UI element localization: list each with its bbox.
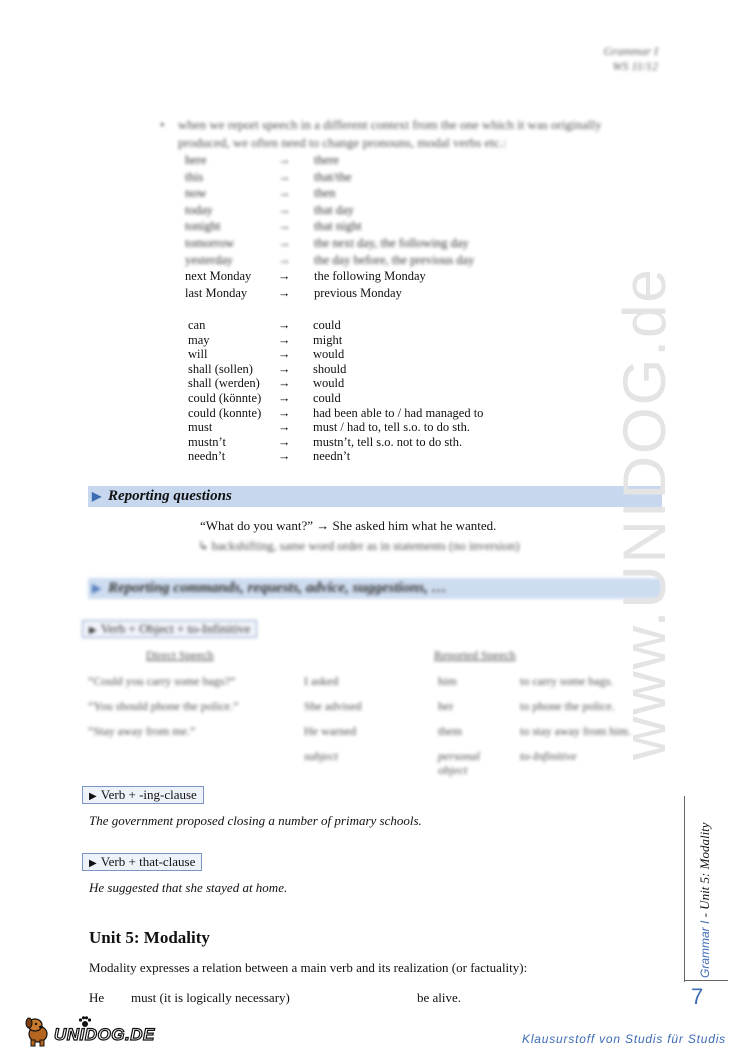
triangle-icon: ▶	[92, 489, 102, 503]
modal-from: mustn’t	[188, 434, 226, 449]
pair-from: today	[185, 202, 213, 217]
arrow-icon: →	[278, 449, 291, 464]
semester: WS 11/12	[612, 59, 658, 73]
modal-to: could	[313, 318, 341, 332]
side-unit-label	[697, 822, 713, 978]
pair-from: tomorrow	[185, 235, 235, 250]
triangle-icon: ▶	[89, 791, 97, 802]
unit-title: Unit 5: Modality	[89, 928, 210, 947]
arrow-icon: →	[278, 202, 291, 217]
cell-verb: She advised	[304, 699, 362, 713]
section-reporting-commands	[88, 578, 662, 599]
modal-from: shall (sollen)	[188, 361, 253, 376]
foot-personal-object: personal object	[438, 749, 480, 777]
pair-to: the following Monday	[314, 269, 426, 283]
arrow-icon: →	[278, 361, 291, 376]
arrow-icon: →	[278, 252, 291, 267]
table-row	[88, 724, 668, 749]
modal-to: must / had to, tell s.o. to do sth.	[313, 420, 470, 435]
section-reporting-questions	[88, 486, 662, 507]
pair-from: now	[185, 186, 207, 201]
box-verb-ing-clause	[82, 786, 204, 804]
arrow-icon: →	[278, 285, 291, 300]
triangle-icon: ▶	[89, 858, 97, 869]
intro-text: when we report speech in a different context from the one which it was originally produced, we often need to change pronouns, modal verbs etc.:	[178, 117, 602, 150]
pair-to: previous Monday	[314, 285, 402, 300]
cell-direct: “Could you carry some bags?”	[88, 674, 236, 688]
triangle-icon: ▶	[89, 625, 97, 636]
modal-to: should	[313, 361, 347, 376]
modal-from: shall (werden)	[188, 376, 260, 391]
cell-infinitive: to stay away from him.	[520, 724, 631, 738]
side-unit: Unit 5: Modality	[697, 822, 712, 910]
speech-table	[88, 648, 668, 783]
arrow-icon: →	[278, 434, 291, 449]
intro-bullet	[160, 116, 650, 152]
header-reported-speech: Reported Speech	[434, 648, 516, 662]
example-modal: must (it is logically necessary)	[131, 990, 290, 1005]
arrow-icon: →	[278, 390, 291, 405]
arrow-icon: →	[278, 405, 291, 420]
pair-to: the day before, the previous day	[314, 252, 475, 267]
modal-from: could (könnte)	[188, 390, 262, 405]
arrow-icon: →	[278, 153, 291, 167]
modal-from: can	[188, 318, 206, 332]
footer-tagline: Klausurstoff von Studis für Studis	[522, 1032, 726, 1046]
reporting-question-note: ↳ backshifting, same word order as in statements (no inversion)	[198, 539, 520, 553]
pair-from: yesterday	[185, 252, 233, 267]
pair-from: tonight	[185, 219, 221, 234]
box-text: Verb + -ing-clause	[100, 787, 197, 802]
unidog-logo	[24, 1014, 164, 1048]
arrow-icon: →	[278, 186, 291, 201]
cell-verb: He warned	[304, 724, 357, 738]
header-direct-speech: Direct Speech	[146, 648, 214, 662]
watermark-text: www.UNIDOG.de	[611, 267, 678, 760]
side-bottom-line	[684, 980, 728, 981]
example-subject: He	[89, 990, 105, 1005]
modal-to: could	[313, 390, 341, 405]
section-title: Reporting commands, requests, advice, suggestions, …	[108, 580, 447, 596]
modal-to: might	[313, 332, 343, 347]
modal-from: must	[188, 420, 213, 435]
modal-to: needn’t	[313, 449, 351, 464]
pair-from: last Monday	[185, 285, 248, 300]
cell-infinitive: to phone the police.	[520, 699, 615, 713]
box-verb-object-infinitive	[82, 620, 257, 638]
side-grammar: Grammar I	[698, 920, 712, 978]
cell-infinitive: to carry some bags.	[520, 674, 614, 688]
box-text: Verb + that-clause	[100, 854, 196, 869]
course-name: Grammar I	[603, 44, 658, 58]
modal-to: would	[313, 347, 345, 362]
modal-from: could (konnte)	[188, 405, 262, 420]
modal-from: will	[188, 347, 208, 362]
arrow-icon: →	[278, 318, 291, 332]
unit-description: Modality expresses a relation between a main verb and its realization (or factuality):	[89, 960, 528, 975]
modal-to: would	[313, 376, 345, 391]
foot-subject: subject	[304, 749, 338, 763]
pair-to: that/the	[314, 169, 352, 184]
cell-object: him	[438, 674, 457, 688]
page-number: 7	[691, 984, 704, 1009]
pair-to: there	[314, 153, 339, 167]
pair-from: next Monday	[185, 269, 252, 283]
box-text: Verb + Object + to-Infinitive	[100, 621, 251, 636]
arrow-icon: →	[278, 269, 291, 283]
modal-from: needn’t	[188, 449, 226, 464]
modal-to: had been able to / had managed to	[313, 405, 484, 420]
cell-object: them	[438, 724, 462, 738]
cell-direct: “You should phone the police.”	[88, 699, 239, 713]
table-row	[88, 674, 668, 699]
cell-direct: “Stay away from me.”	[88, 724, 196, 738]
speech-table-header	[88, 648, 668, 666]
section-title: Reporting questions	[108, 488, 232, 504]
reporting-question-example: “What do you want?” → She asked him what he wanted.	[200, 518, 497, 533]
side-dash: -	[697, 909, 712, 921]
pair-to: the next day, the following day	[314, 235, 469, 250]
modal-to: mustn’t, tell s.o. not to do sth.	[313, 434, 463, 449]
arrow-icon: →	[278, 219, 291, 234]
pair-from: this	[185, 169, 204, 184]
modal-from: may	[188, 332, 210, 347]
pair-from: here	[185, 153, 207, 167]
pair-to: then	[314, 186, 336, 201]
pair-to: that night	[314, 219, 362, 234]
arrow-icon: →	[278, 347, 291, 362]
arrow-icon: →	[278, 420, 291, 435]
table-row	[88, 699, 668, 724]
arrow-icon: →	[278, 169, 291, 184]
triangle-icon: ▶	[92, 581, 102, 595]
arrow-icon: →	[278, 376, 291, 391]
arrow-icon: →	[278, 332, 291, 347]
cell-verb: I asked	[304, 674, 339, 688]
box-verb-that-clause	[82, 853, 202, 871]
document-header	[604, 44, 658, 74]
cell-object: her	[438, 699, 454, 713]
foot-infinitive: to-Infinitive	[520, 749, 577, 763]
bullet-dot: •	[160, 117, 165, 132]
logo-text: UNIDOG.DE	[54, 1025, 155, 1044]
example-ing-clause: The government proposed closing a number of primary schools.	[89, 813, 422, 828]
arrow-icon: →	[278, 235, 291, 250]
example-that-clause: He suggested that she stayed at home.	[89, 880, 288, 895]
table-footer	[88, 749, 668, 783]
pair-to: that day	[314, 202, 354, 217]
example-verb: be alive.	[417, 990, 462, 1005]
side-divider	[684, 796, 685, 982]
